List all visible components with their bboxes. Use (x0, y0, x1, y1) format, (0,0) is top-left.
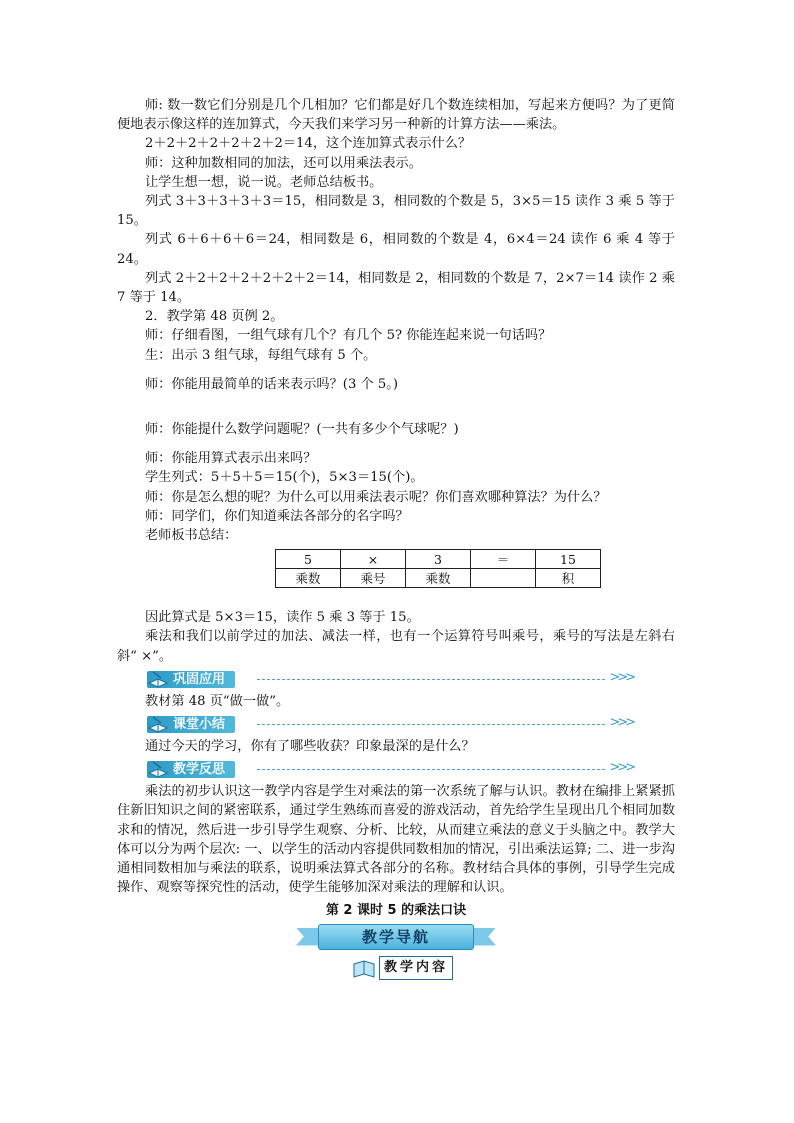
banner-label: 教学导航 (318, 924, 474, 950)
paragraph: 2．教学第 48 页例 2。 (145, 309, 284, 325)
paragraph: 师：这种加数相同的加法，还可以用乘法表示。 (145, 155, 422, 171)
table-cell: 乘号 (341, 569, 406, 588)
section-badge: 教学反思 (147, 761, 235, 778)
document-body (117, 96, 675, 982)
paragraph: 师：仔细看图，一组气球有几个？有几个 5? 你能连起来说一句话吗？ (145, 328, 552, 344)
section-badge: 巩固应用 (147, 671, 235, 688)
table-cell: 积 (536, 569, 601, 588)
table-cell: 5 (276, 550, 341, 569)
book-icon (147, 669, 169, 689)
paragraph: 通过今天的学习，你有了哪些收获？印象最深的是什么？ (145, 739, 475, 755)
paragraph: 生：出示 3 组气球，每组气球有 5 个。 (145, 347, 377, 363)
paragraph: 让学生想一想，说一说。老师总结板书。 (145, 174, 383, 190)
paragraph: 乘法和我们以前学过的加法、减法一样，也有一个运算符号叫乘号，乘号的写法是左斜右斜“ ×”。 (117, 629, 675, 664)
paragraph: 2＋2＋2＋2＋2＋2＋2＝14，这个连加算式表示什么？ (145, 136, 472, 152)
teaching-content-header (353, 956, 675, 982)
lesson-title: 第 2 课时 5 的乘法口诀 (325, 902, 467, 918)
dashed-divider (257, 679, 605, 680)
open-book-icon (353, 958, 375, 980)
book-icon (147, 759, 169, 779)
table-row (276, 550, 601, 569)
table-cell: × (341, 550, 406, 569)
paragraph: 师：你能用最简单的话来表示吗？(3 个 5。) (145, 376, 399, 392)
dashed-divider (257, 724, 605, 725)
content-label: 教学内容 (379, 956, 453, 980)
chevron-right-icon: >>> (609, 669, 633, 685)
paragraph: 乘法的初步认识这一教学内容是学生对乘法的第一次系统了解与认识。教材在编排上紧紧抓住新旧知识之间的紧密联系，通过学生熟练而喜爱的游戏活动，首先给学生呈现出几个相同加数求和的情况，然后进一步引导学生观察、分析、比较，从而建立乘法的意义于头脑之中。教学大体可以分为两个层次: 一、以学生的活动内容提供同数相加的情况，引出乘法运算; 二、进一步沟通相同数相加与乘法的联系，说明乘法算式各部分的名称。教材结合具体的事例，引导学生完成操作、观察等探究性的活动，使学生能够加深对乘法的理解和认识。 (117, 784, 675, 896)
table-cell: 3 (406, 550, 471, 569)
table-cell: 15 (536, 550, 601, 569)
section-header-summary (117, 714, 675, 736)
book-icon (147, 714, 169, 734)
paragraph: 师：你是怎么想的呢？为什么可以用乘法表示呢？你们喜欢哪种算法？为什么？ (145, 489, 607, 505)
paragraph: 师：你能用算式表示出来吗？ (145, 451, 317, 467)
paragraph: 师：同学们，你们知道乘法各部分的名字吗？ (145, 508, 409, 524)
paragraph: 师：你能提什么数学问题呢？(一共有多少个气球呢？) (145, 422, 459, 438)
chevron-right-icon: >>> (609, 715, 633, 731)
table-row (276, 569, 601, 588)
table-cell: ＝ (471, 550, 536, 569)
multiplication-parts-table (275, 549, 601, 588)
paragraph: 老师板书总结： (145, 528, 238, 544)
table-cell: 乘数 (406, 569, 471, 588)
table-cell: 乘数 (276, 569, 341, 588)
dashed-divider (257, 769, 605, 770)
paragraph: 列式 3＋3＋3＋3＋3＝15，相同数是 3，相同数的个数是 5，3×5＝15 读作 3 乘 5 等于 15。 (117, 194, 675, 229)
paragraph: 因此算式是 5×3＝15，读作 5 乘 3 等于 15。 (145, 610, 420, 626)
section-header-consolidate (117, 669, 675, 691)
paragraph: 学生列式：5＋5＋5＝15(个)，5×3＝15(个)。 (145, 470, 424, 486)
chevron-right-icon: >>> (609, 760, 633, 776)
paragraph: 列式 6＋6＋6＋6＝24，相同数是 6，相同数的个数是 4，6×4＝24 读作 6 乘 4 等于 24。 (117, 232, 675, 267)
paragraph: 教材第 48 页“做一做”。 (145, 693, 290, 709)
table-cell (471, 569, 536, 588)
paragraph: 师: 数一数它们分别是几个几相加？它们都是好几个数连续相加，写起来方便吗？为了更简便地表示像这样的连加算式，今天我们来学习另一种新的计算方法——乘法。 (117, 98, 675, 133)
section-badge: 课堂小结 (147, 716, 235, 733)
section-header-reflection (117, 759, 675, 781)
paragraph: 列式 2＋2＋2＋2＋2＋2＋2＝14，相同数是 2，相同数的个数是 7，2×7＝14 读作 2 乘 7 等于 14。 (117, 270, 675, 306)
teaching-nav-banner (296, 922, 496, 950)
